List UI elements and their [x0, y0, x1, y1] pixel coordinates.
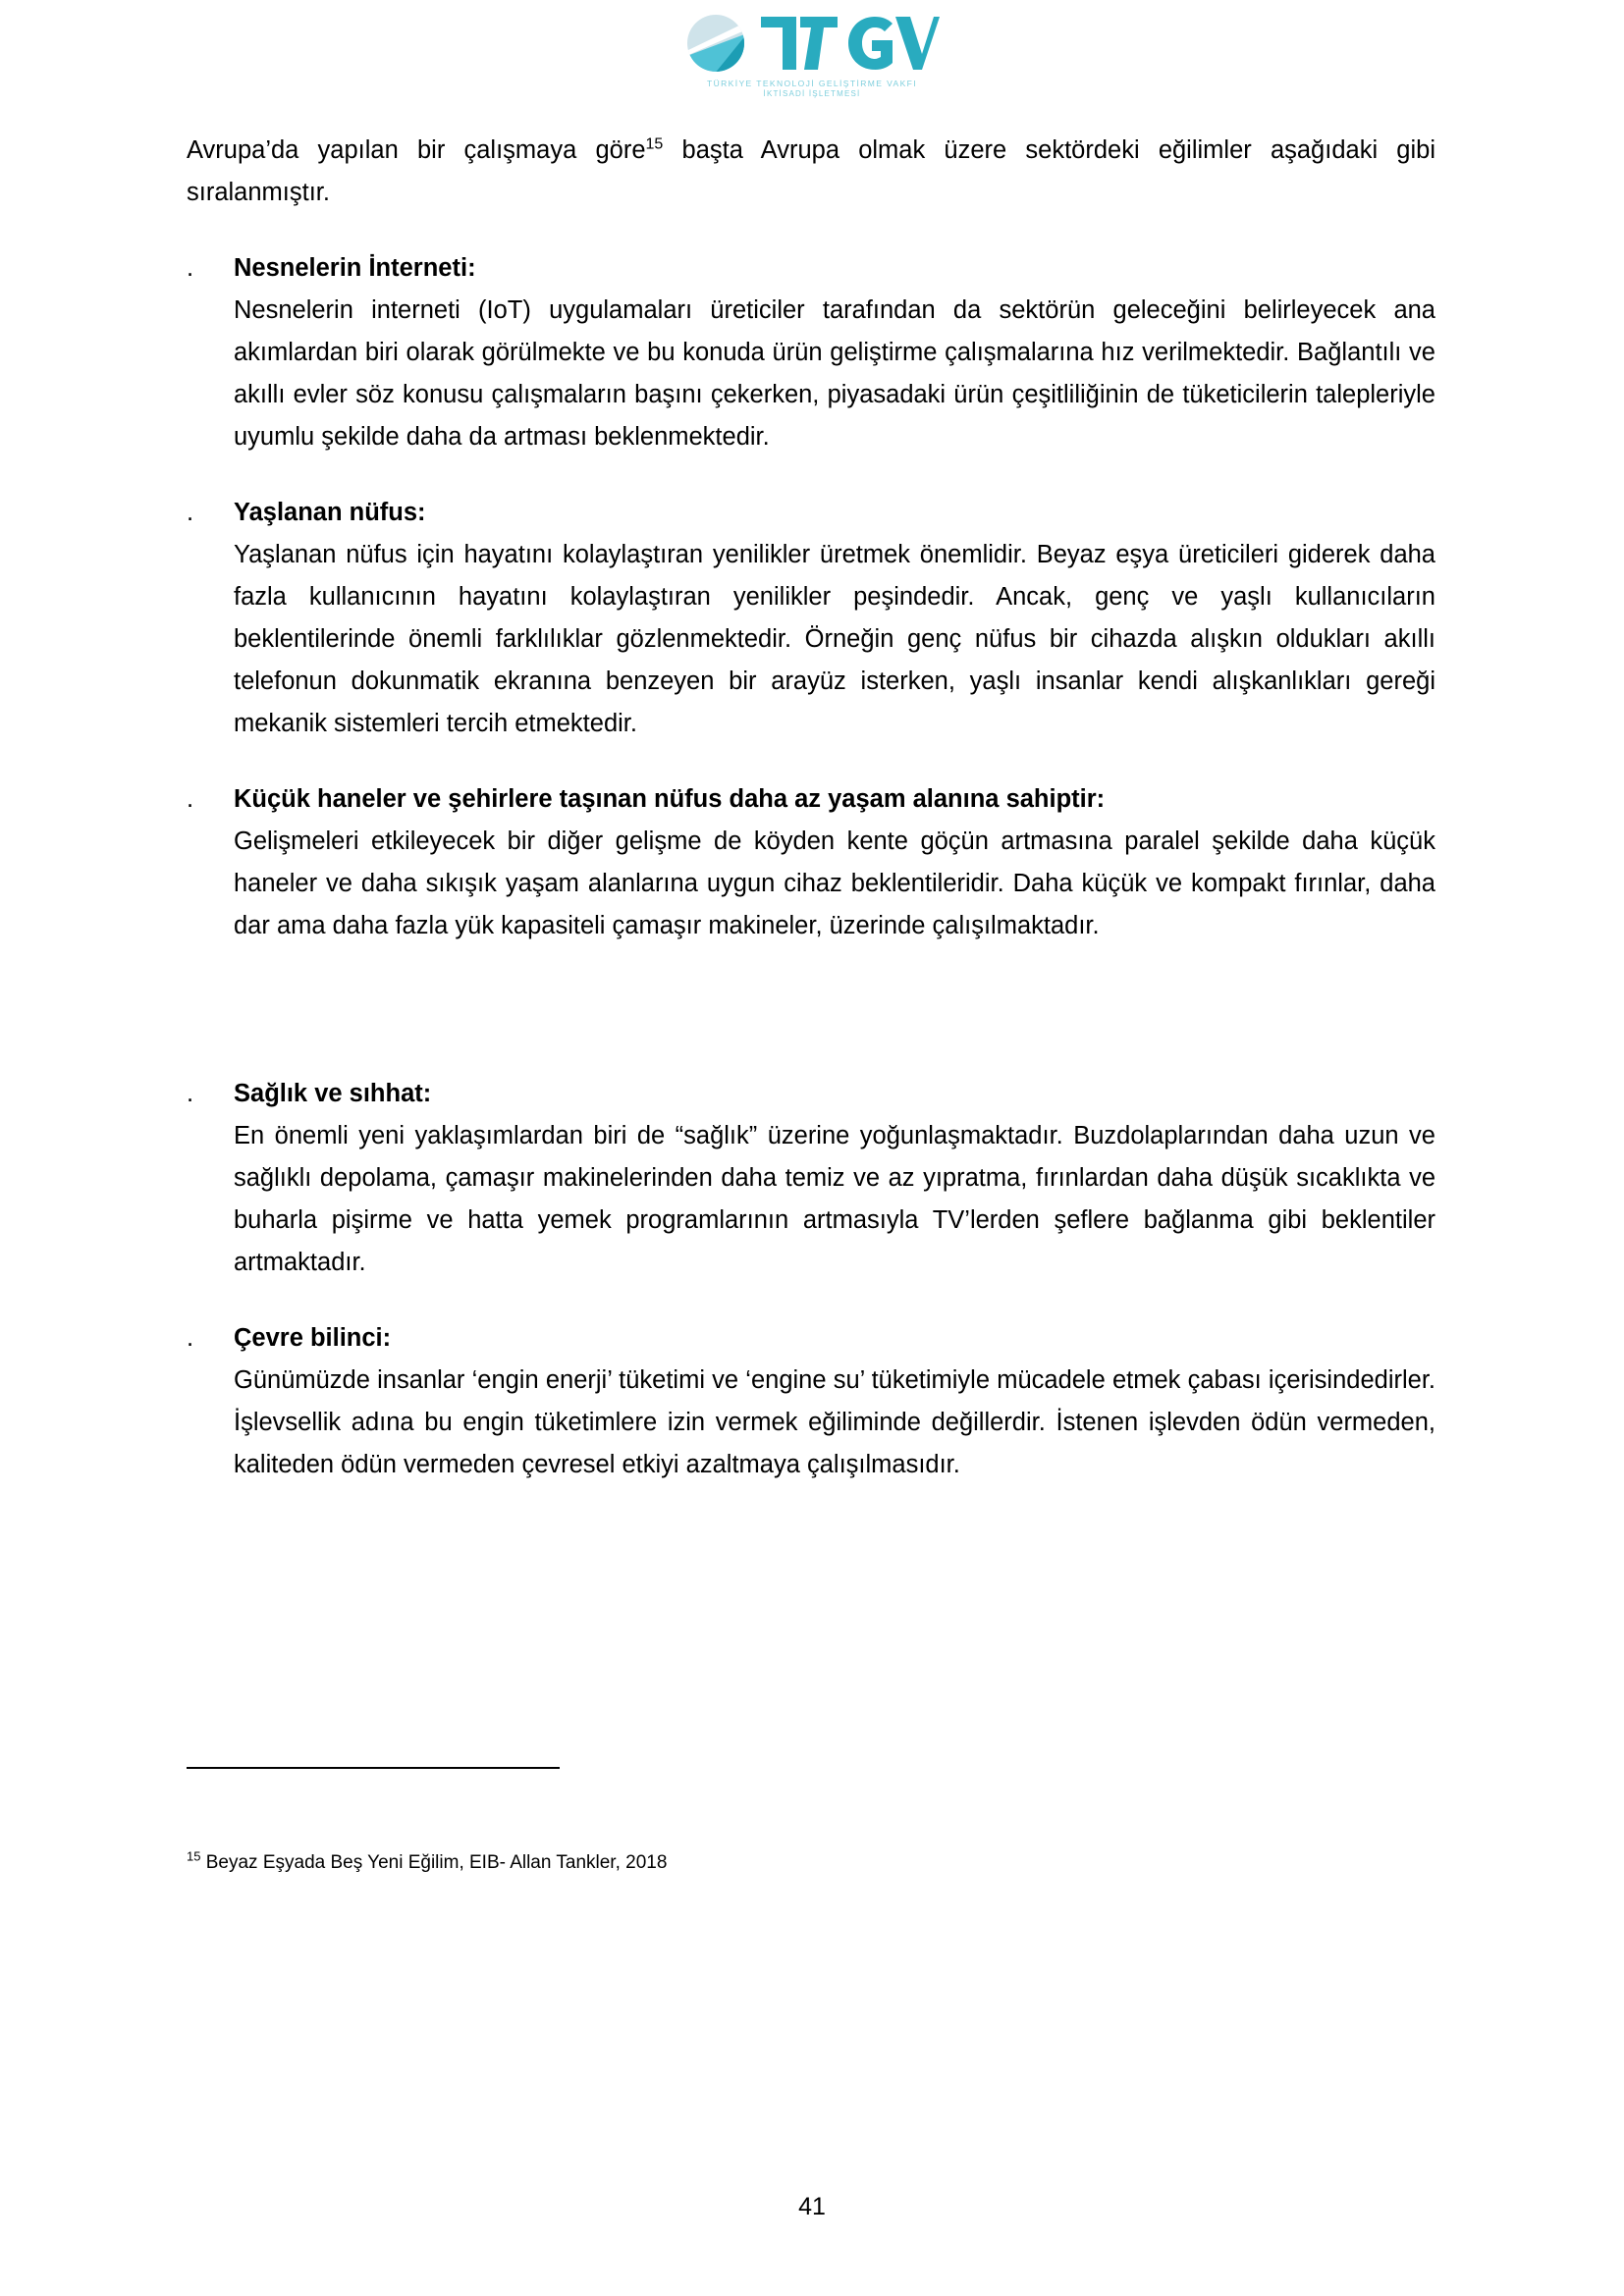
document-body [187, 130, 1435, 1486]
intro-text-before: Avrupa’da yapılan bir çalışmaya göre [187, 136, 646, 164]
logo-subtitle [707, 79, 917, 100]
bullet-marker-icon: . [187, 1324, 194, 1352]
page-header [0, 12, 1624, 100]
footnote-marker: 15 [187, 1848, 201, 1864]
bullet-marker-icon: . [187, 785, 194, 813]
section-heading: Çevre bilinci: [234, 1324, 392, 1352]
section-heading: Sağlık ve sıhhat: [234, 1080, 432, 1107]
section-body: En önemli yeni yaklaşımlardan biri de “sağlık” üzerine yoğunlaşmaktadır. Buzdolaplarından daha uzun ve sağlıklı depolama, çamaşır makinelerinden daha temiz ve az yıpratma, fırınlardan daha düşük sıcaklıkta ve buharla pişirme ve hatta yemek programlarının artmasıyla TV’lerden şeflere bağlanma gibi beklentiler artmaktadır. [234, 1122, 1435, 1276]
section-heading: Nesnelerin İnterneti: [234, 254, 476, 282]
bullet-marker-icon: . [187, 254, 194, 282]
bullet-marker-icon: . [187, 499, 194, 526]
section-heading: Küçük haneler ve şehirlere taşınan nüfus daha az yaşam alanına sahiptir: [234, 785, 1106, 813]
ttgv-circle-icon [684, 12, 747, 75]
section-body: Günümüzde insanlar ‘engin enerji’ tüketimi ve ‘engine su’ tüketimiyle mücadele etmek çabası içerisindedirler. İşlevsellik adına bu engin tüketimlere izin vermek eğiliminde değillerdir. İstenen işlevden ödün vermeden, kaliteden ödün vermeden çevresel etkiyi azaltmaya çalışılmasıdır. [234, 1366, 1435, 1478]
section-body: Yaşlanan nüfus için hayatını kolaylaştıran yenilikler üretmek önemlidir. Beyaz eşya üreticileri giderek daha fazla kullanıcının hayatını kolaylaştıran yenilikler peşindedir. Ancak, genç ve yaşlı kullanıcıların beklentilerinde önemli farklılıklar gözlenmektedir. Örneğin genç nüfus bir cihazda alışkın oldukları akıllı telefonun dokunmatik ekranına benzeyen bir arayüz isterken, yaşlı insanlar kendi alışkanlıkları gereği mekanik sistemleri tercih etmektedir. [234, 541, 1435, 737]
footnote-reference-15: 15 [645, 135, 664, 153]
list-item [187, 492, 1435, 745]
footnote-text [187, 1769, 1435, 1877]
list-item [187, 1317, 1435, 1486]
intro-paragraph [187, 130, 1435, 214]
section-body: Nesnelerin interneti (IoT) uygulamaları üreticiler tarafından da sektörün geleceğini belirleyecek ana akımlardan biri olarak görülmekte ve bu konuda ürün geliştirme çalışmalarına hız verilmektedir. Bağlantılı ve akıllı evler söz konusu çalışmaların başını çekerken, piyasadaki ürün çeşitliliğinin de tüketicilerin talepleriyle uyumlu şekilde daha da artması beklenmektedir. [234, 296, 1435, 451]
section-body: Gelişmeleri etkileyecek bir diğer gelişme de köyden kente göçün artmasına paralel şekilde daha küçük haneler ve daha sıkışık yaşam alanlarına uygun cihaz beklentileridir. Daha küçük ve kompakt fırınlar, daha dar ama daha fazla yük kapasiteli çamaşır makineler, üzerinde çalışılmaktadır. [234, 828, 1435, 939]
footnote-citation: Beyaz Eşyada Beş Yeni Eğilim, EIB- Allan Tankler, 2018 [200, 1852, 668, 1873]
list-item [187, 1073, 1435, 1284]
footnote-area [187, 1767, 1435, 1877]
bullet-marker-icon: . [187, 1080, 194, 1107]
section-heading: Yaşlanan nüfus: [234, 499, 426, 526]
page-number: 41 [798, 2193, 826, 2220]
ttgv-logo [684, 12, 940, 75]
ttgv-wordmark-icon [757, 13, 940, 74]
logo-subtitle-line2: İKTİSADİ İŞLETMESİ [763, 89, 861, 99]
list-item [187, 247, 1435, 458]
list-item [187, 778, 1435, 947]
intro-text-after: başta Avrupa olmak üzere sektördeki eğilimler aşağıdaki gibi sıralanmıştır. [187, 136, 1435, 206]
logo-subtitle-line1: TÜRKİYE TEKNOLOJİ GELİŞTİRME VAKFI [706, 79, 917, 88]
